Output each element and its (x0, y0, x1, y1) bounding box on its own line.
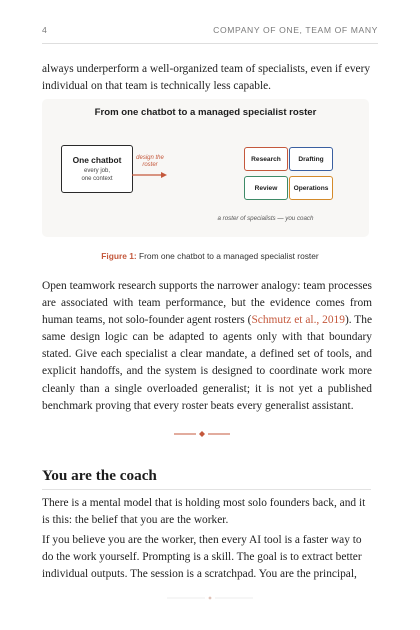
citation-link[interactable]: Schmutz et al., 2019 (251, 314, 345, 327)
arrow-label-line: roster (142, 162, 158, 168)
one-chatbot-box (61, 145, 133, 193)
section-heading-rule (42, 489, 371, 490)
figure-caption (0, 251, 420, 261)
section-divider-ornament (170, 428, 234, 440)
role-label-review: Review (254, 184, 278, 192)
caption-text: From one chatbot to a managed specialist roster (139, 251, 319, 261)
page-end-ornament (165, 594, 255, 602)
page-number: 4 (42, 25, 48, 35)
role-box-operations (289, 176, 333, 200)
research-paragraph (42, 278, 372, 415)
chatbot-box-title: One chatbot (72, 155, 122, 165)
intro-paragraph: always underperform a well-organized team of specialists, even if every individual on that team is technically less capable. (42, 63, 371, 93)
section-paragraph: There is a mental model that is holding most solo founders back, and it is this: the belief that you are the worker. (42, 497, 366, 527)
chatbot-subtitle-line: one context (81, 175, 113, 182)
chatbot-subtitle-line: every job, (83, 168, 110, 174)
role-label-research: Research (251, 155, 281, 163)
role-box-research (244, 147, 288, 171)
book-title: COMPANY OF ONE, TEAM OF MANY (213, 25, 378, 35)
caption-number: Figure 1: (101, 251, 137, 261)
role-box-drafting (289, 147, 333, 171)
figure-1 (42, 99, 369, 237)
role-box-review (244, 176, 288, 200)
chatbot-box-subtitle (62, 168, 132, 183)
section-heading: You are the coach (42, 467, 157, 484)
running-head (42, 25, 378, 35)
role-label-operations: Operations (293, 184, 329, 192)
research-text-after: ). The same design logic can be adapted to agents only with that boundary stated. Give each specialist a clear mandate, a defined set of tools, and explicit handoffs, and the system is designed to coordinate work more cleanly than a single overloaded generalist; it is not yet a published benchmark proving that every roster beats every generalist assistant. (42, 314, 373, 412)
figure-title: From one chatbot to a managed specialist roster (94, 107, 317, 118)
research-text-before: Open teamwork research supports the narrower analogy: team processes are associated with team performance, but the evidence comes from human teams, not solo-founder agent rosters ( (42, 280, 372, 327)
section-paragraph: If you believe you are the worker, then every AI tool is a faster way to do the work yourself. Prompting is a skill. The goal is to extract better individual outputs. The session is a scratchpad. You are the principal, (42, 534, 362, 581)
figure-note: a roster of specialists — you coach (217, 215, 314, 222)
transition-arrow (132, 171, 168, 179)
role-label-drafting: Drafting (298, 155, 324, 163)
arrow-label-line: design the (136, 155, 164, 161)
arrow-label (130, 155, 170, 169)
header-rule (42, 43, 378, 44)
